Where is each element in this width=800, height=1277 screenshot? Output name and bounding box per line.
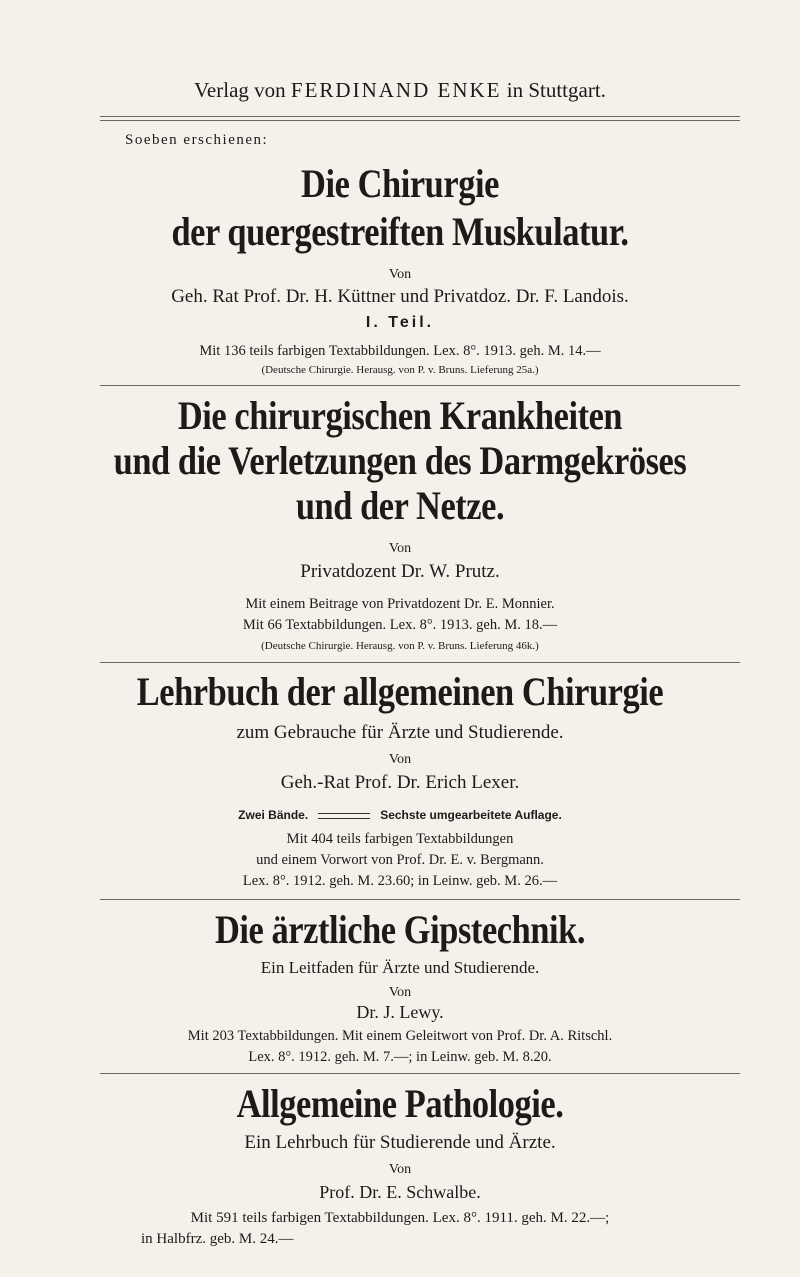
book5-subtitle: Ein Lehrbuch für Studierende und Ärzte.	[244, 1132, 556, 1153]
book1-title-line2: der quergestreiften Muskulatur.	[171, 209, 629, 254]
book3-details2: und einem Vorwort von Prof. Dr. E. v. Bergmann.	[256, 852, 544, 868]
book3-edition: Sechste umgearbeitete Auflage.	[380, 808, 562, 822]
book3-details3: Lex. 8°. 1912. geh. M. 23.60; in Leinw. geb. M. 26.—	[242, 873, 558, 889]
book2-series: (Deutsche Chirurgie. Herausg. von P. v. Bruns. Lieferung 46k.)	[261, 640, 539, 652]
book4-subtitle: Ein Leitfaden für Ärzte und Studierende.	[260, 958, 540, 977]
book3-volumes: Zwei Bände.	[238, 808, 309, 822]
book3-von: Von	[388, 752, 412, 767]
divider-3	[100, 899, 740, 900]
divider-2	[100, 662, 740, 663]
book3-author: Geh.-Rat Prof. Dr. Erich Lexer.	[280, 772, 520, 793]
book2-contrib: Mit einem Beitrage von Privatdozent Dr. E. Monnier.	[245, 596, 555, 612]
book4-title: Die ärztliche Gipstechnik.	[214, 907, 586, 952]
book1-part: I. Teil.	[365, 314, 435, 331]
divider-1	[100, 385, 740, 386]
book2-title-line2: und die Verletzungen des Darmgekröses	[113, 438, 687, 483]
book4-details2: Lex. 8°. 1912. geh. M. 7.—; in Leinw. geb. M. 8.20.	[248, 1049, 552, 1065]
book5-author: Prof. Dr. E. Schwalbe.	[319, 1182, 481, 1202]
book1-von: Von	[388, 267, 412, 282]
book2-title-line3: und der Netze.	[295, 483, 505, 528]
book1-title-line1: Die Chirurgie	[301, 161, 499, 206]
book3-subtitle: zum Gebrauche für Ärzte und Studierende.	[236, 722, 564, 743]
double-rule-separator	[318, 813, 370, 819]
book5-details2: in Halbfrz. geb. M. 24.—	[141, 1231, 294, 1247]
header-rule	[100, 116, 740, 121]
book2-details: Mit 66 Textabbildungen. Lex. 8°. 1913. geh. M. 18.—	[242, 617, 558, 633]
book5-details1: Mit 591 teils farbigen Textabbildungen. Lex. 8°. 1911. geh. M. 22.—;	[190, 1210, 610, 1226]
book2-title-line1: Die chirurgischen Krankheiten	[177, 393, 623, 438]
book2-von: Von	[388, 541, 412, 556]
book1-authors: Geh. Rat Prof. Dr. H. Küttner und Privatdoz. Dr. F. Landois.	[171, 286, 629, 307]
intro-text: Soeben erschienen:	[125, 132, 269, 148]
book3-title: Lehrbuch der allgemeinen Chirurgie	[136, 669, 664, 714]
publisher-header: Verlag von FERDINAND ENKE in Stuttgart.	[194, 78, 606, 102]
book2-author: Privatdozent Dr. W. Prutz.	[300, 561, 500, 582]
book4-author: Dr. J. Lewy.	[356, 1002, 444, 1022]
book3-details1: Mit 404 teils farbigen Textabbildungen	[286, 831, 514, 847]
book4-details1: Mit 203 Textabbildungen. Mit einem Geleitwort von Prof. Dr. A. Ritschl.	[187, 1028, 613, 1044]
book1-series: (Deutsche Chirurgie. Herausg. von P. v. Bruns. Lieferung 25a.)	[261, 364, 539, 376]
divider-4	[100, 1073, 740, 1074]
book5-von: Von	[388, 1162, 412, 1177]
book3-edition-line	[40, 808, 760, 823]
book5-title: Allgemeine Pathologie.	[236, 1081, 564, 1126]
book1-details: Mit 136 teils farbigen Textabbildungen. Lex. 8°. 1913. geh. M. 14.—	[199, 343, 601, 359]
book4-von: Von	[388, 985, 412, 1000]
